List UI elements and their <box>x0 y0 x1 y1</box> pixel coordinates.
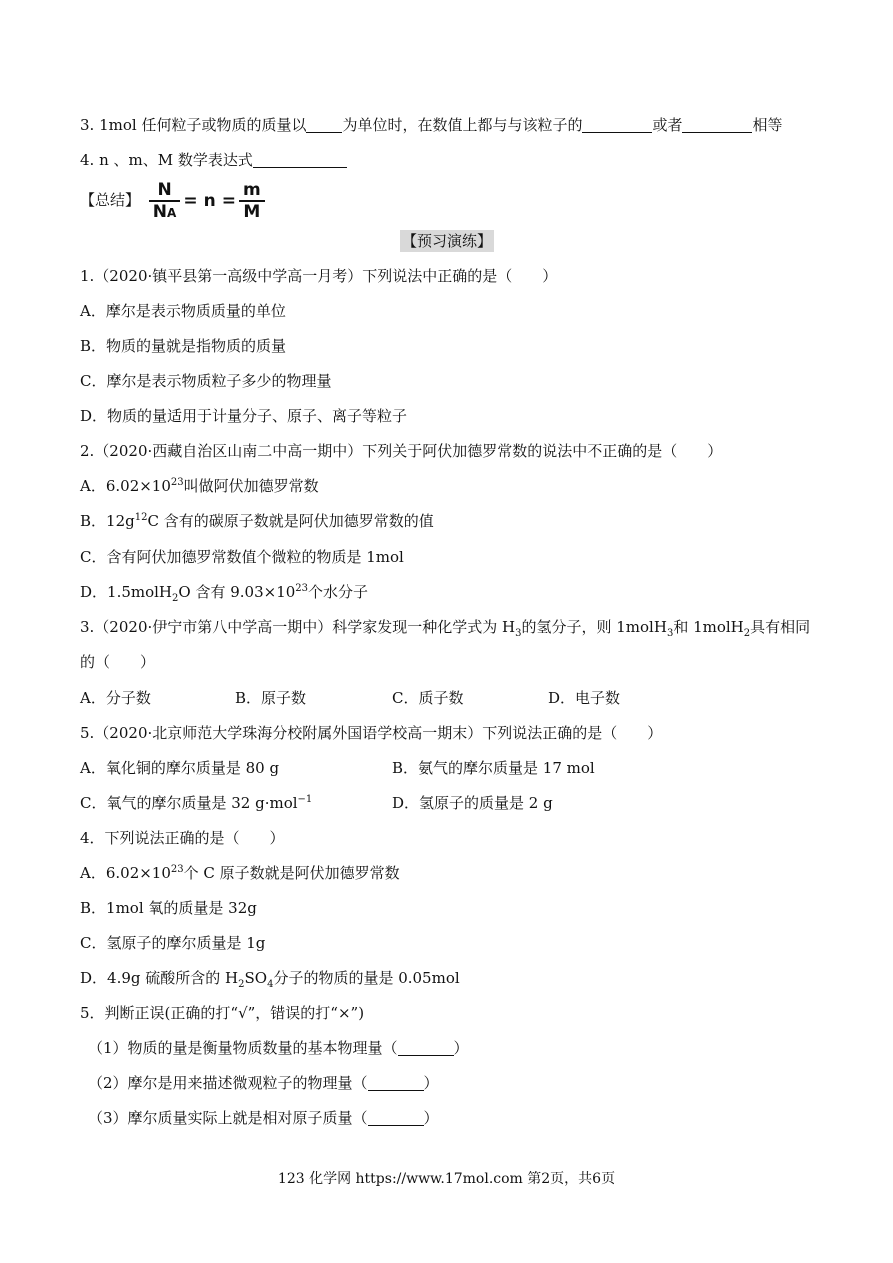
fill-in-line-4 <box>80 150 347 170</box>
option-c[interactable]: C．氢原子的摩尔质量是 1g <box>80 934 266 952</box>
equals-sign: = <box>221 191 236 211</box>
superscript: 23 <box>170 477 184 488</box>
equals-sign: = <box>183 191 198 211</box>
section-banner: 【预习演练】 <box>401 232 492 250</box>
text: C 含有的碳原子数就是阿伏加德罗常数的值 <box>147 512 434 530</box>
question-stem: 1.（2020·镇平县第一高级中学高一月考）下列说法中正确的是（ ） <box>80 267 558 285</box>
blank-1[interactable] <box>582 116 652 133</box>
question-stem: 5.（2020·北京师范大学珠海分校附属外国语学校高一期末）下列说法正确的是（ ） <box>80 724 663 742</box>
text: ） <box>423 1074 439 1092</box>
text: SO <box>244 969 268 987</box>
text: B．12g <box>80 512 135 530</box>
text: C．氧气的摩尔质量是 32 g·mol <box>80 794 298 812</box>
text: 和 1molH <box>673 618 744 636</box>
question-stem: 4．下列说法正确的是（ ） <box>80 829 285 847</box>
numerator: m <box>239 180 265 202</box>
option-d[interactable] <box>80 582 368 602</box>
question-stem-continued: 的（ ） <box>80 653 156 671</box>
subscript: 3 <box>666 628 674 639</box>
text: 相等 <box>752 116 783 134</box>
judgment-item-3 <box>88 1108 439 1128</box>
numerator: N <box>149 180 181 202</box>
option-d[interactable]: D．氢原子的质量是 2 g <box>392 794 553 812</box>
option-b[interactable]: B．原子数 <box>235 689 307 707</box>
summary-formula <box>80 178 265 223</box>
text: （3）摩尔质量实际上就是相对原子质量（ <box>88 1109 368 1127</box>
blank-expression[interactable] <box>253 151 347 168</box>
na-letter: N <box>152 201 168 222</box>
option-d[interactable] <box>80 968 460 988</box>
text: A．6.02×10 <box>80 864 171 882</box>
option-a[interactable]: A．氧化铜的摩尔质量是 80 g <box>80 759 280 777</box>
superscript: 23 <box>295 583 309 594</box>
option-c[interactable] <box>80 793 312 813</box>
denominator <box>149 202 181 223</box>
subscript: 2 <box>238 979 245 990</box>
answer-blank[interactable] <box>398 1039 454 1056</box>
text: ） <box>453 1039 469 1057</box>
option-a[interactable]: A．摩尔是表示物质质量的单位 <box>80 302 286 320</box>
text: ） <box>423 1109 439 1127</box>
answer-blank[interactable] <box>368 1074 424 1091</box>
fraction-n-over-na <box>149 180 181 223</box>
superscript: 12 <box>134 512 148 523</box>
text: 个水分子 <box>308 583 369 601</box>
subscript: 3 <box>515 628 522 639</box>
text: D．4.9g 硫酸所含的 H <box>80 969 239 987</box>
denominator: M <box>243 202 261 222</box>
text: 或者 <box>652 116 683 134</box>
option-a[interactable]: A．分子数 <box>80 689 151 707</box>
option-a[interactable] <box>80 476 319 496</box>
text: 具有相同 <box>750 618 811 636</box>
question-stem: 5．判断正误(正确的打“√”，错误的打“×”) <box>80 1004 365 1022</box>
question-stem <box>80 617 810 637</box>
judgment-item-2 <box>88 1073 439 1093</box>
question-stem: 2.（2020·西藏自治区山南二中高一期中）下列关于阿伏加德罗常数的说法中不正确的是（ ） <box>80 442 723 460</box>
text: （1）物质的量是衡量物质数量的基本物理量（ <box>88 1039 398 1057</box>
subscript: 2 <box>743 628 751 639</box>
text: 个 C 原子数就是阿伏加德罗常数 <box>183 864 400 882</box>
fill-in-line-3 <box>80 115 783 135</box>
na-subscript: A <box>167 205 177 220</box>
summary-label: 【总结】 <box>80 191 141 209</box>
blank-unit[interactable] <box>306 116 342 133</box>
text: 3. 1mol 任何粒子或物质的质量以 <box>80 116 307 134</box>
option-c[interactable]: C．含有阿伏加德罗常数值个微粒的物质是 1mol <box>80 548 404 566</box>
blank-2[interactable] <box>682 116 752 133</box>
option-d[interactable]: D．物质的量适用于计量分子、原子、离子等粒子 <box>80 407 408 425</box>
text: 3.（2020·伊宁市第八中学高一期中）科学家发现一种化学式为 H <box>80 618 516 636</box>
option-b[interactable] <box>80 511 434 531</box>
fraction-m-over-M <box>239 180 265 222</box>
text: D．1.5molH <box>80 583 173 601</box>
text: O 含有 9.03×10 <box>178 583 296 601</box>
option-d[interactable]: D．电子数 <box>548 689 621 707</box>
text: 为单位时，在数值上都与与该粒子的 <box>342 116 583 134</box>
superscript: 23 <box>170 864 184 875</box>
page-footer: 123 化学网 https://www.17mol.com 第2页，共6页 <box>277 1171 616 1187</box>
option-c[interactable]: C．摩尔是表示物质粒子多少的物理量 <box>80 372 332 390</box>
text: 叫做阿伏加德罗常数 <box>183 477 319 495</box>
superscript: −1 <box>297 794 313 805</box>
option-c[interactable]: C．质子数 <box>392 689 464 707</box>
text: 4. n 、m、M 数学表达式 <box>80 151 253 169</box>
option-b[interactable]: B．1mol 氧的质量是 32g <box>80 899 257 917</box>
text: 的氢分子，则 1molH <box>521 618 667 636</box>
answer-blank[interactable] <box>368 1109 424 1126</box>
subscript: 2 <box>172 593 179 604</box>
subscript: 4 <box>267 979 274 990</box>
text: A．6.02×10 <box>80 477 171 495</box>
n-symbol: n <box>203 191 216 211</box>
option-b[interactable]: B．氨气的摩尔质量是 17 mol <box>392 759 595 777</box>
option-b[interactable]: B．物质的量就是指物质的质量 <box>80 337 287 355</box>
option-a[interactable] <box>80 863 400 883</box>
judgment-item-1 <box>88 1038 469 1058</box>
text: （2）摩尔是用来描述微观粒子的物理量（ <box>88 1074 368 1092</box>
text: 分子的物质的量是 0.05mol <box>273 969 460 987</box>
